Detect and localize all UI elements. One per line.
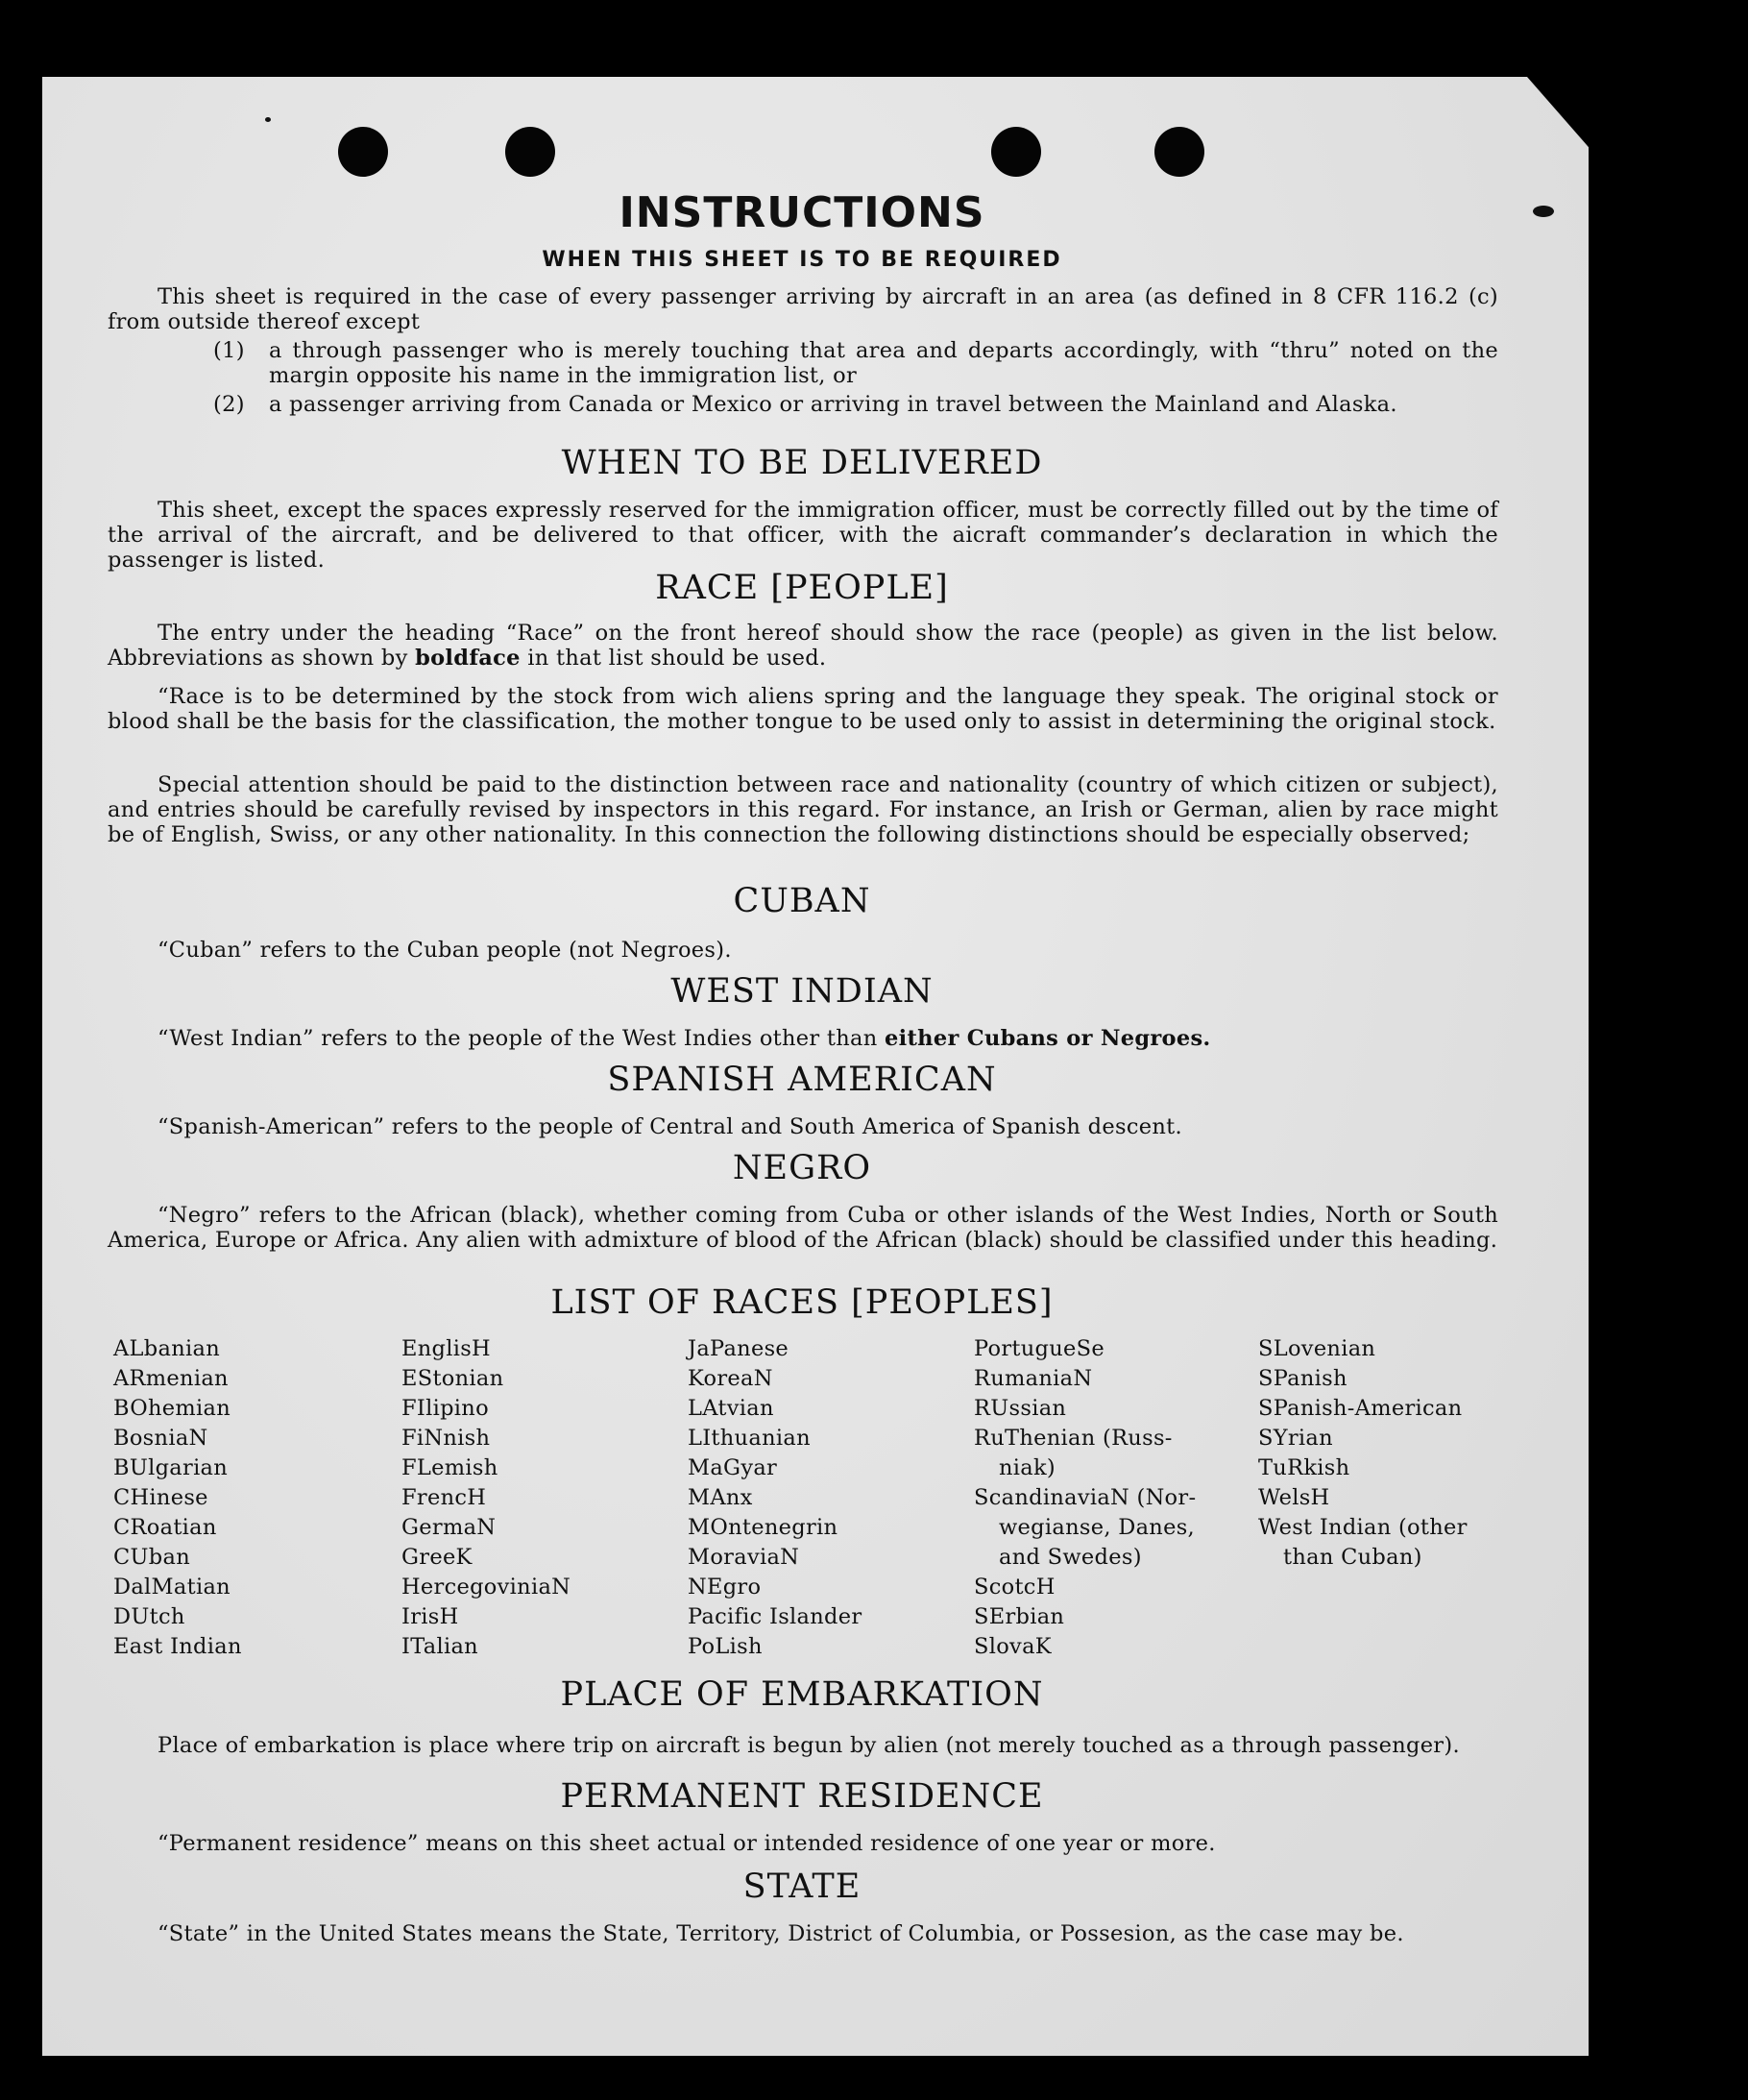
- race-entry: MAnx: [688, 1485, 753, 1510]
- race-entry: BosniaN: [113, 1426, 208, 1451]
- race-entry: EnglisH: [401, 1336, 491, 1361]
- race-list-column-4: [974, 1334, 1196, 1662]
- race-entry: HercegoviniaN: [401, 1575, 571, 1599]
- race-entry: ALbanian: [113, 1336, 220, 1361]
- race-entry: RuThenian (Russ-: [974, 1426, 1173, 1451]
- exception-number: (2): [213, 392, 245, 417]
- section-heading-permanent-residence: PERMANENT RESIDENCE: [560, 1777, 1044, 1816]
- race-paragraph-1: [108, 621, 1498, 671]
- section-heading-cuban: CUBAN: [733, 882, 871, 920]
- cuban-text: “Cuban” refers to the Cuban people (not Negroes).: [158, 938, 732, 963]
- punch-hole: [1154, 127, 1204, 177]
- race-p1-text: The entry under the heading “Race” on the front hereof should show the race (people) as given in the list below. Abbreviations as shown by: [108, 621, 1498, 671]
- race-entry: EStonian: [401, 1366, 504, 1391]
- negro-text: “Negro” refers to the African (black), whether coming from Cuba or other islands of the West Indies, North or South America, Europe or Africa. Any alien with admixture of blood of the African (black) should be classified under this heading.: [108, 1203, 1498, 1253]
- race-entry: CHinese: [113, 1485, 208, 1510]
- race-entry: RUssian: [974, 1396, 1067, 1421]
- section-heading-negro: NEGRO: [732, 1149, 872, 1187]
- race-entry: GreeK: [401, 1545, 473, 1570]
- race-entry: ITalian: [401, 1634, 478, 1659]
- race-entry: SPanish-American: [1258, 1396, 1463, 1421]
- west-indian-text-bold: either Cubans or Negroes.: [885, 1026, 1211, 1051]
- race-entry: SPanish: [1258, 1366, 1347, 1391]
- west-indian-text-start: “West Indian” refers to the people of the West Indies other than: [158, 1026, 878, 1051]
- race-entry: TuRkish: [1258, 1455, 1350, 1480]
- permanent-residence-text: “Permanent residence” means on this sheet actual or intended residence of one year or more.: [158, 1831, 1216, 1856]
- race-entry: East Indian: [113, 1634, 242, 1659]
- spanish-american-text: “Spanish-American” refers to the people of Central and South America of Spanish descent.: [158, 1114, 1182, 1139]
- page-title: INSTRUCTIONS: [619, 188, 985, 237]
- race-entry: Pacific Islander: [688, 1604, 862, 1629]
- section-heading-list-of-races: LIST OF RACES [PEOPLES]: [550, 1283, 1054, 1322]
- race-list-column-5: [1258, 1334, 1468, 1573]
- section-heading-race: RACE [PEOPLE]: [655, 569, 949, 607]
- race-entry: FLemish: [401, 1455, 498, 1480]
- race-entry: SYrian: [1258, 1426, 1333, 1451]
- exception-number: (1): [213, 338, 245, 363]
- race-entry: DUtch: [113, 1604, 185, 1629]
- race-entry: SErbian: [974, 1604, 1065, 1629]
- section-heading-state: STATE: [742, 1868, 862, 1906]
- race-entry: BOhemian: [113, 1396, 231, 1421]
- race-entry: ARmenian: [113, 1366, 229, 1391]
- race-paragraph-2: “Race is to be determined by the stock from wich aliens spring and the language they speak. The original stock or blood shall be the basis for the classification, the mother tongue to be used only to assist in determining the original stock.: [108, 684, 1498, 734]
- race-entry: RumaniaN: [974, 1366, 1093, 1391]
- punch-hole: [991, 127, 1041, 177]
- race-entry: NEgro: [688, 1575, 762, 1599]
- race-entry: MoraviaN: [688, 1545, 800, 1570]
- race-entry: BUlgarian: [113, 1455, 229, 1480]
- race-entry: FrencH: [401, 1485, 487, 1510]
- race-list-column-2: [401, 1334, 571, 1662]
- race-entry: MaGyar: [688, 1455, 778, 1480]
- page-subtitle: WHEN THIS SHEET IS TO BE REQUIRED: [542, 248, 1062, 272]
- race-entry: ScandinaviaN (Nor-: [974, 1485, 1197, 1510]
- race-entry: PoLish: [688, 1634, 763, 1659]
- race-entry: West Indian (other: [1258, 1515, 1468, 1540]
- race-entry: ScotcH: [974, 1575, 1056, 1599]
- race-entry: GermaN: [401, 1515, 497, 1540]
- race-entry: MOntenegrin: [688, 1515, 838, 1540]
- race-entry: LAtvian: [688, 1396, 774, 1421]
- race-entry: CRoatian: [113, 1515, 217, 1540]
- race-entry: SLovenian: [1258, 1336, 1376, 1361]
- exception-text: a through passenger who is merely touching that area and departs accordingly, with “thru” noted on the margin opposite his name in the immigration list, or: [269, 338, 1498, 388]
- exception-text: a passenger arriving from Canada or Mexico or arriving in travel between the Mainland and Alaska.: [269, 392, 1397, 417]
- race-entry: JaPanese: [688, 1336, 789, 1361]
- torn-corner: [1527, 77, 1594, 154]
- section-heading-spanish-american: SPANISH AMERICAN: [607, 1061, 997, 1099]
- ink-blot: [1533, 206, 1554, 217]
- race-entry: KoreaN: [688, 1366, 773, 1391]
- delivered-text: This sheet, except the spaces expressly reserved for the immigration officer, must be correctly filled out by the time of the arrival of the aircraft, and be delivered to that officer, with the aicraft commander’s declaration in which the passenger is listed.: [108, 498, 1498, 573]
- race-entry: and Swedes): [999, 1545, 1142, 1570]
- race-entry: IrisH: [401, 1604, 459, 1629]
- race-entry: CUban: [113, 1545, 190, 1570]
- race-entry: DalMatian: [113, 1575, 231, 1599]
- section-heading-delivered: WHEN TO BE DELIVERED: [561, 444, 1043, 482]
- embarkation-text: Place of embarkation is place where trip on aircraft is begun by alien (not merely touched as a through passenger).: [158, 1733, 1460, 1758]
- race-paragraph-3: Special attention should be paid to the distinction between race and nationality (country of which citizen or subject), and entries should be carefully revised by inspectors in this regard. For instance, an Irish or German, alien by race might be of English, Swiss, or any other nationality. In this connection the following distinctions should be especially observed;: [108, 772, 1498, 847]
- race-entry: FiNnish: [401, 1426, 491, 1451]
- section-heading-west-indian: WEST INDIAN: [670, 972, 934, 1011]
- race-entry: FIlipino: [401, 1396, 489, 1421]
- race-entry: niak): [999, 1455, 1056, 1480]
- race-entry: wegianse, Danes,: [999, 1515, 1196, 1540]
- ink-speck: [265, 117, 271, 122]
- race-list-column-1: [113, 1334, 242, 1662]
- state-text: “State” in the United States means the State, Territory, District of Columbia, or Possesion, as the case may be.: [158, 1921, 1404, 1946]
- race-list-column-3: [688, 1334, 862, 1662]
- race-entry: PortugueSe: [974, 1336, 1105, 1361]
- west-indian-text: [108, 1026, 1498, 1051]
- punch-hole: [338, 127, 388, 177]
- race-entry: SlovaK: [974, 1634, 1052, 1659]
- punch-hole: [505, 127, 555, 177]
- boldface-word: boldface: [415, 646, 521, 671]
- race-entry: WelsH: [1258, 1485, 1330, 1510]
- race-p1-text-end: in that list should be used.: [527, 646, 827, 671]
- required-intro: This sheet is required in the case of every passenger arriving by aircraft in an area (as defined in 8 CFR 116.2 (c) from outside thereof except: [108, 284, 1498, 334]
- race-entry: LIthuanian: [688, 1426, 811, 1451]
- section-heading-embarkation: PLACE OF EMBARKATION: [560, 1675, 1044, 1714]
- race-entry: than Cuban): [1283, 1545, 1422, 1570]
